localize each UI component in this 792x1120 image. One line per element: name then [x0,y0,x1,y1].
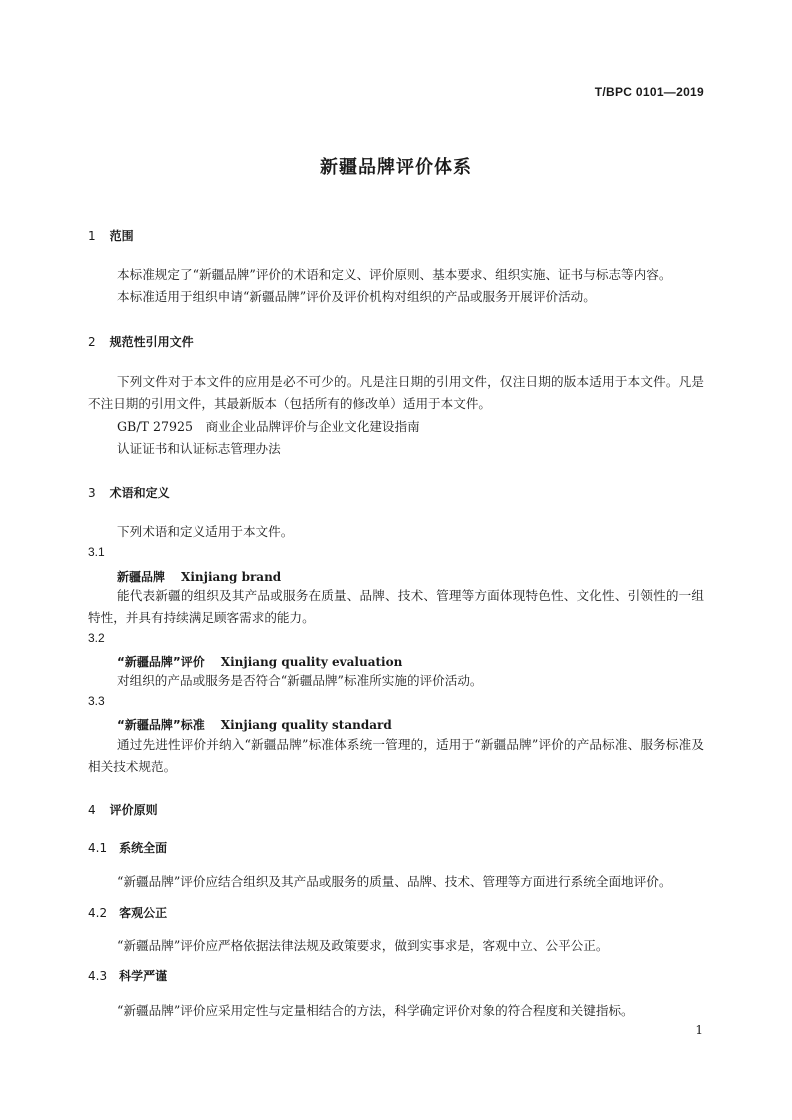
term-3-2-heading [117,653,402,670]
clause-4-3-number: 4.3 [88,969,108,983]
term-3-1-definition: 能代表新疆的组织及其产品或服务在质量、品牌、技术、管理等方面体现特色性、文化性、引领性的一组特性，并具有持续满足顾客需求的能力。 [88,588,704,625]
term-3-1-number: 3.1 [88,545,105,559]
section-4-title: 评价原则 [109,803,158,817]
section-1-paragraph-2: 本标准适用于组织申请“新疆品牌”评价及评价机构对组织的产品或服务开展评价活动。 [117,289,596,304]
page-number: 1 [695,1023,703,1037]
term-3-3-definition: 通过先进性评价并纳入“新疆品牌”标准体系统一管理的，适用于“新疆品牌”评价的产品标准、服务标准及相关技术规范。 [88,737,704,774]
section-1-heading [88,227,134,244]
clause-4-3-text: “新疆品牌”评价应采用定性与定量相结合的方法，科学确定评价对象的符合程度和关键指标。 [117,1003,634,1018]
term-3-3-cn: “新疆品牌”标准 [117,718,205,732]
clause-4-3-title: 科学严谨 [119,969,168,983]
section-4-heading [88,801,158,818]
section-2-paragraph-1: 下列文件对于本文件的应用是必不可少的。凡是注日期的引用文件，仅注日期的版本适用于本文件。凡是不注日期的引用文件，其最新版本（包括所有的修改单）适用于本文件。 [88,374,704,411]
clause-4-1-text: “新疆品牌”评价应结合组织及其产品或服务的质量、品牌、技术、管理等方面进行系统全面地评价。 [117,874,672,889]
term-3-1-en: Xinjiang brand [181,570,282,584]
term-3-3-heading [117,716,392,733]
term-3-1-heading [117,568,281,585]
term-3-2-en: Xinjiang quality evaluation [220,655,403,669]
clause-4-1-title: 系统全面 [119,841,168,855]
section-3-heading [88,484,170,501]
section-3-intro: 下列术语和定义适用于本文件。 [117,524,294,539]
term-3-2-number: 3.2 [88,631,105,645]
section-1-paragraph-1: 本标准规定了“新疆品牌”评价的术语和定义、评价原则、基本要求、组织实施、证书与标志等内容。 [117,267,672,282]
clause-4-2-number: 4.2 [88,906,108,920]
section-1-title: 范围 [109,229,134,243]
section-1-number: 1 [88,229,96,243]
section-2-number: 2 [88,335,96,349]
section-2-heading [88,333,194,350]
term-3-2-cn: “新疆品牌”评价 [117,655,205,669]
clause-4-1-heading [88,839,167,856]
section-2-title: 规范性引用文件 [109,335,194,349]
section-4-number: 4 [88,803,96,817]
clause-4-1-number: 4.1 [88,841,108,855]
section-3-title: 术语和定义 [109,486,170,500]
term-3-2-definition: 对组织的产品或服务是否符合“新疆品牌”标准所实施的评价活动。 [117,673,483,688]
term-3-3-en: Xinjiang quality standard [220,718,392,732]
normative-reference-1: GB/T 27925 商业企业品牌评价与企业文化建设指南 [117,419,420,434]
clause-4-2-heading [88,904,167,921]
term-3-1-cn: 新疆品牌 [117,570,166,584]
standard-code: T/BPC 0101—2019 [594,85,704,99]
document-title: 新疆品牌评价体系 [320,157,472,178]
clause-4-3-heading [88,967,167,984]
normative-reference-2: 认证证书和认证标志管理办法 [117,441,281,456]
clause-4-2-title: 客观公正 [119,906,168,920]
section-3-number: 3 [88,486,96,500]
term-3-3-number: 3.3 [88,694,105,708]
clause-4-2-text: “新疆品牌”评价应严格依据法律法规及政策要求，做到实事求是，客观中立、公平公正。 [117,938,609,953]
